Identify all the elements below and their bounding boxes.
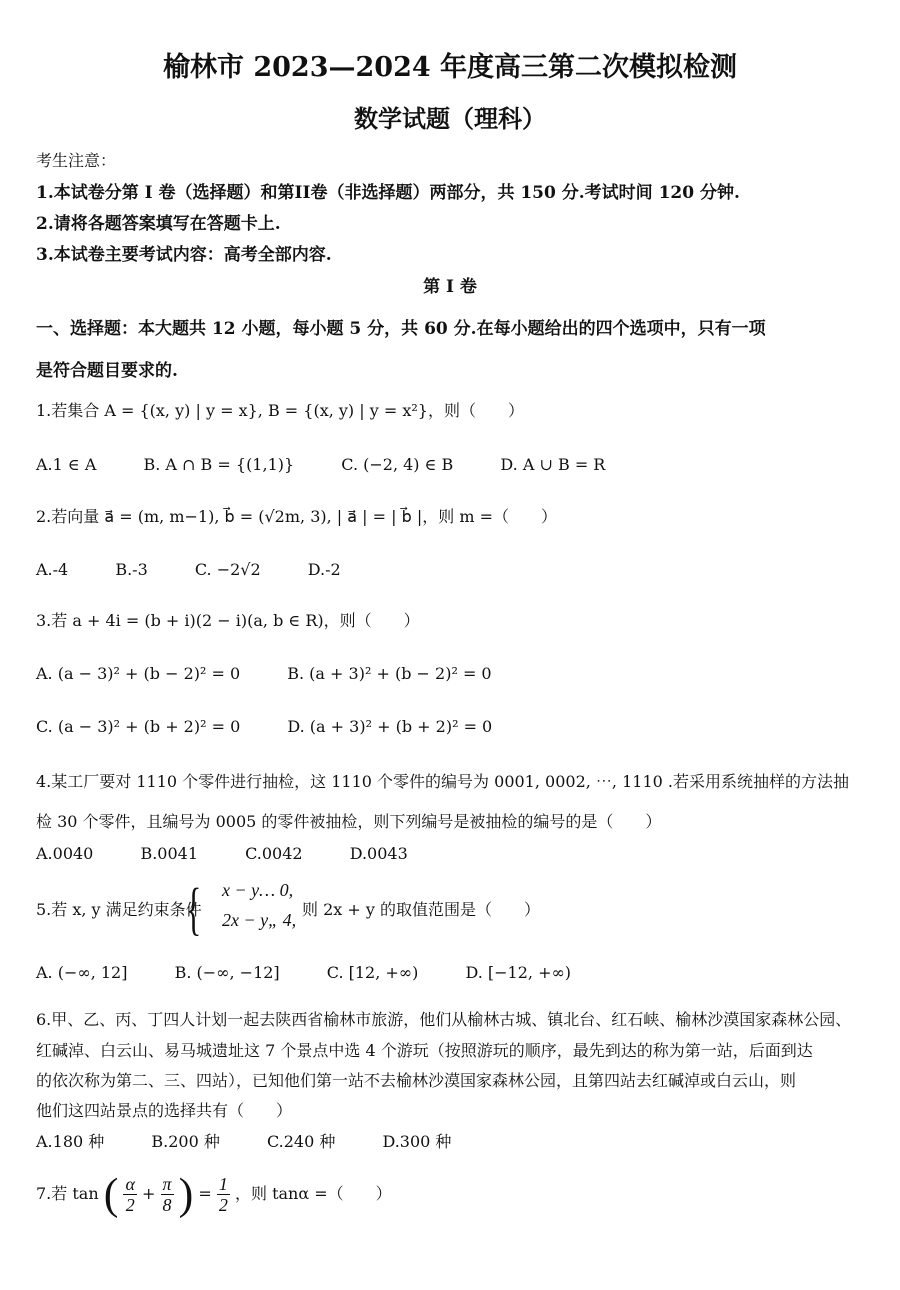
question-6-stem-line1: 6.甲、乙、丙、丁四人计划一起去陕西省榆林市旅游，他们从榆林古城、镇北台、红石峡、榆林沙漠国家森林公园、 [36,1010,852,1029]
question-4-option-c: C.0042 [245,844,303,863]
question-2-option-b: B.-3 [115,560,148,579]
fraction-one-half [217,1174,230,1215]
right-paren: ) [178,1169,194,1219]
question-6-option-c: C.240 种 [266,1132,336,1151]
question-5-option-b: B. (−∞, −12] [174,963,280,982]
question-4-option-b: B.0041 [140,844,199,863]
question-7-stem [36,1170,392,1219]
question-1-options [36,454,605,476]
fraction-numerator: π [162,1174,172,1194]
question-5-option-c: C. [12, +∞) [326,963,419,982]
question-2-options [36,559,341,581]
question-3-option-a: A. (a − 3)² + (b − 2)² = 0 [36,664,241,683]
question-6-stem-line3: 的依次称为第二、三、四站），已知他们第一站不去榆林沙漠国家森林公园，且第四站去红碱淖或白云山，则 [36,1071,797,1090]
fraction-denominator: 8 [162,1195,172,1215]
question-4-option-a: A.0040 [36,844,94,863]
question-4-stem-line2: 检 30 个零件，且编号为 0005 的零件被抽检，则下列编号是被抽检的编号的是（ ） [36,812,662,831]
question-3-stem: 3.若 a + 4i = (b + i)(2 − i)(a, b ∈ R)，则（ ） [36,611,420,630]
fraction-pi-over-8 [161,1174,174,1215]
question-3-option-b: B. (a + 3)² + (b − 2)² = 0 [287,664,492,683]
fraction-denominator: 2 [218,1195,228,1215]
question-1-stem: 1.若集合 A = {(x, y) | y = x}, B = {(x, y) | y = x²}，则（ ） [36,401,524,420]
question-2-option-a: A.-4 [36,560,69,579]
question-4-option-d: D.0043 [349,844,408,863]
exam-title: 榆林市 2023—2024 年度高三第二次模拟检测 [162,52,738,83]
fraction-alpha-over-2 [123,1174,136,1215]
question-3-option-c: C. (a − 3)² + (b + 2)² = 0 [36,717,241,736]
question-2-option-c: C. −2√2 [194,560,261,579]
question-3-options-row1 [36,663,492,685]
question-2-option-d: D.-2 [307,560,341,579]
question-6-options [36,1131,451,1153]
fraction-numerator: 1 [218,1174,228,1194]
question-2-stem: 2.若向量 a⃗ = (m, m−1), b⃗ = (√2m, 3), | a⃗ | = | b⃗ |，则 m =（ ） [36,507,557,526]
question-6-stem-line2: 红碱淖、白云山、易马城遗址这 7 个景点中选 4 个游玩（按照游玩的顺序，最先到达的称为第一站，后面到达 [36,1041,813,1060]
question-6-option-d: D.300 种 [382,1132,452,1151]
question-6-option-a: A.180 种 [36,1132,105,1151]
section-label: 第 I 卷 [423,277,477,297]
notice-item-3: 3.本试卷主要考试内容：高考全部内容. [36,245,332,265]
question-5-option-d: D. [−12, +∞) [465,963,572,982]
question-5-stem-prefix: 5.若 x, y 满足约束条件 [36,900,202,919]
plus-sign: + [142,1184,156,1203]
notice-heading: 考生注意： [36,151,117,170]
question-5-constraint-1: x − y… 0, [222,880,294,900]
question-1-option-a: A.1 ∈ A [36,455,97,474]
section-instruction-line1: 一、选择题：本大题共 12 小题，每小题 5 分，共 60 分.在每小题给出的四个选项中，只有一项 [36,319,766,339]
fraction-numerator: α [125,1174,135,1194]
section-instruction-line2: 是符合题目要求的. [36,361,178,381]
question-5-stem-suffix: 则 2x + y 的取值范围是（ ） [302,900,540,919]
question-1-option-c: C. (−2, 4) ∈ B [341,455,454,474]
question-3-option-d: D. (a + 3)² + (b + 2)² = 0 [287,717,493,736]
left-paren: ( [103,1169,119,1219]
question-7-suffix: ，则 tanα =（ ） [235,1184,392,1203]
question-5-options [36,962,571,984]
question-5-constraint-2: 2x − y„ 4, [222,910,297,930]
question-4-options [36,843,408,865]
question-5-option-a: A. (−∞, 12] [36,963,128,982]
question-7-prefix: 7.若 tan [36,1184,99,1203]
question-3-options-row2 [36,716,492,738]
question-4-stem-line1: 4.某工厂要对 1110 个零件进行抽检，这 1110 个零件的编号为 0001, 0002, ⋯, 1110 .若采用系统抽样的方法抽 [36,772,849,791]
notice-item-2: 2.请将各题答案填写在答题卡上. [36,214,281,234]
notice-item-1: 1.本试卷分第 I 卷（选择题）和第II卷（非选择题）两部分，共 150 分.考试时间 120 分钟. [36,183,740,203]
question-1-option-d: D. A ∪ B = R [500,455,606,474]
question-1-option-b: B. A ∩ B = {(1,1)} [143,455,295,474]
question-6-stem-line4: 他们这四站景点的选择共有（ ） [36,1101,293,1120]
equals-sign: = [198,1184,212,1203]
exam-subtitle: 数学试题（理科） [354,104,546,133]
fraction-denominator: 2 [125,1195,135,1215]
question-6-option-b: B.200 种 [151,1132,220,1151]
system-brace: { [186,876,202,941]
